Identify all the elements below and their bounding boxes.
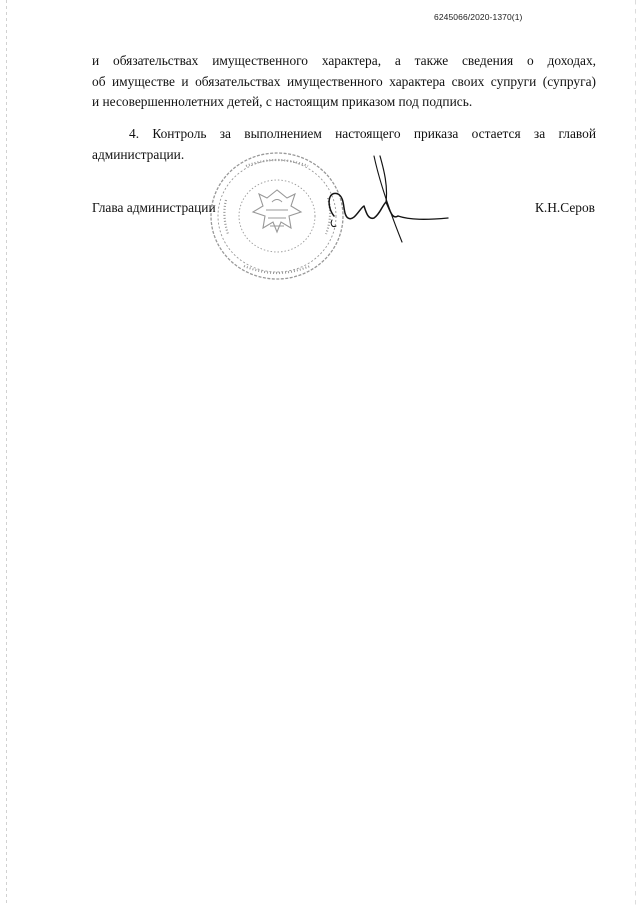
scan-edge-left — [6, 0, 7, 905]
paragraph-line: и обязательствах имущественного характера, а также сведения о доходах, — [92, 53, 596, 68]
scan-edge-right — [635, 0, 636, 905]
paragraph-line: и несовершеннолетних детей, с настоящим приказом под подпись. — [92, 94, 473, 109]
signatory-title: Глава администрации — [92, 200, 216, 215]
handwritten-signature — [318, 150, 456, 246]
document-number: 6245066/2020-1370(1) — [434, 12, 523, 22]
signatory-name: К.Н.Серов — [534, 200, 595, 215]
paragraph-line: администрации. — [92, 146, 185, 162]
paragraph-continuation — [92, 51, 596, 113]
paragraph-line: 4. Контроль за выполнением настоящего приказа остается за главой — [129, 126, 596, 141]
paragraph-line: об имуществе и обязательствах имущественного характера своих супруги (супруга) — [92, 73, 596, 89]
